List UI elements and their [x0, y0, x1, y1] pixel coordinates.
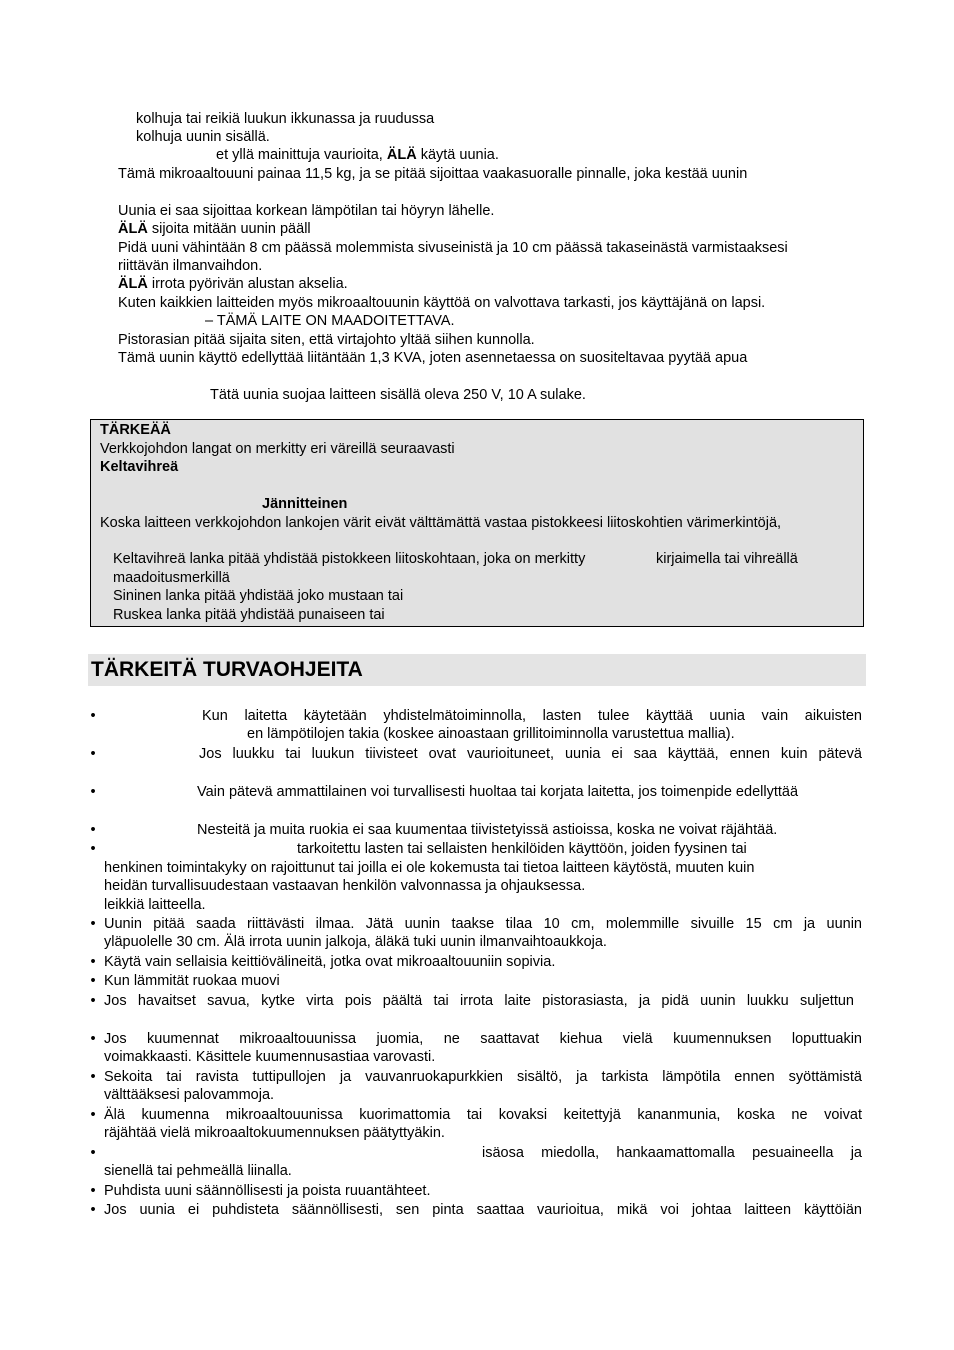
- bullet-icon: •: [90, 822, 96, 838]
- box-line: Jännitteinen: [262, 496, 348, 512]
- section-heading-bar: [88, 654, 866, 686]
- list-item-text: Jos kuumennat mikroaaltouunissa juomia, ne saattavat kiehua vielä kuumennuksen loputtuakin: [104, 1031, 862, 1047]
- box-line: Sininen lanka pitää yhdistää joko mustaan tai: [113, 588, 404, 604]
- box-line: Ruskea lanka pitää yhdistää punaiseen tai: [113, 607, 385, 623]
- list-item-text: Jos uunia ei puhdisteta säännöllisesti, sen pinta saattaa vaurioitua, mikä voi johtaa laitteen käyttöiän: [104, 1202, 862, 1218]
- text-line: Tämä uunin käyttö edellyttää liitäntään 1,3 KVA, joten asennetaessa on suositeltavaa pyytää apua: [118, 350, 748, 366]
- section-heading: TÄRKEITÄ TURVAOHJEITA: [91, 658, 363, 681]
- text-line: Pistorasian pitää sijaita siten, että virtajohto yltää siihen kunnolla.: [118, 332, 535, 348]
- text-line: Tämä mikroaaltouuni painaa 11,5 kg, ja se pitää sijoittaa vaakasuoralle pinnalle, joka kestää uunin: [118, 166, 748, 182]
- important-box: [90, 419, 864, 627]
- bullet-icon: •: [90, 841, 96, 857]
- box-line: Verkkojohdon langat on merkitty eri väreillä seuraavasti: [100, 441, 455, 457]
- list-item-text: Kun lämmität ruokaa muovi: [104, 973, 280, 989]
- text-line: Kuten kaikkien laitteiden myös mikroaaltouunin käyttöä on valvottava tarkasti, jos käyttäjänä on lapsi.: [118, 295, 766, 311]
- list-item-text: Puhdista uuni säännöllisesti ja poista ruuantähteet.: [104, 1183, 431, 1199]
- text-line: [216, 146, 499, 164]
- text-line: riittävän ilmanvaihdon.: [118, 258, 263, 274]
- list-item-text: Jos luukku tai luukun tiivisteet ovat vaurioituneet, uunia ei saa käyttää, ennen kuin pätevä: [199, 746, 862, 762]
- warning-word: ÄLÄ: [386, 147, 417, 163]
- list-item-text: en lämpötilojen takia (koskee ainoastaan grillitoiminnolla varustettua mallia).: [247, 726, 735, 742]
- list-item-text: välttääksesi palovammoja.: [104, 1087, 275, 1103]
- bullet-icon: •: [90, 746, 96, 762]
- list-item-text: Käytä vain sellaisia keittiövälineitä, jotka ovat mikroaaltouuniin sopivia.: [104, 954, 556, 970]
- bullet-icon: •: [90, 1069, 96, 1085]
- text-line: [118, 220, 311, 238]
- bullet-icon: •: [90, 708, 96, 724]
- box-line: kirjaimella tai vihreällä: [656, 551, 798, 567]
- bullet-icon: •: [90, 973, 96, 989]
- bullet-icon: •: [90, 784, 96, 800]
- bullet-icon: •: [90, 1202, 96, 1218]
- text-fragment: sijoita mitään uunin pääll: [147, 221, 311, 237]
- list-item-text: Sekoita tai ravista tuttipullojen ja vauvanruokapurkkien sisältö, ja tarkista lämpötila ennen syöttämistä: [104, 1069, 862, 1085]
- list-item-text: Älä kuumenna mikroaaltouunissa kuorimattomia tai kovaksi keitettyjä kananmunia, koska ne voivat: [104, 1107, 862, 1123]
- box-line: Keltavihreä lanka pitää yhdistää pistokkeen liitoskohtaan, joka on merkitty: [113, 551, 586, 567]
- text-line: kolhuja uunin sisällä.: [136, 129, 270, 145]
- text-fragment: et yllä mainittuja vaurioita,: [216, 147, 387, 163]
- list-item-text: sienellä tai pehmeällä liinalla.: [104, 1163, 292, 1179]
- text-fragment: irrota pyörivän alustan akselia.: [147, 276, 348, 292]
- list-item-text: heidän turvallisuudestaan vastaavan henkilön valvonnassa ja ohjauksessa.: [104, 878, 586, 894]
- box-line: Keltavihreä: [100, 459, 179, 475]
- list-item-text: Nesteitä ja muita ruokia ei saa kuumentaa tiivistetyissä astioissa, koska ne voivat räjähtää.: [197, 822, 778, 838]
- text-fragment: käytä uunia.: [416, 147, 499, 163]
- list-item-text: Jos havaitset savua, kytke virta pois päältä tai irrota laite pistorasiasta, ja pidä uunin luukku suljettun: [104, 993, 854, 1009]
- list-item-text: Kun laitetta käytetään yhdistelmätoiminnolla, lasten tulee käyttää uunia vain aikuisten: [202, 708, 862, 724]
- bullet-icon: •: [90, 1031, 96, 1047]
- box-line: maadoitusmerkillä: [113, 570, 230, 586]
- list-item-text: leikkiä laitteella.: [104, 897, 206, 913]
- bullet-icon: •: [90, 1145, 96, 1161]
- bullet-icon: •: [90, 954, 96, 970]
- box-title: TÄRKEÄÄ: [100, 422, 171, 438]
- text-line: Uunia ei saa sijoittaa korkean lämpötilan tai höyryn lähelle.: [118, 203, 495, 219]
- box-line: Koska laitteen verkkojohdon lankojen värit eivät välttämättä vastaa pistokkeesi liitoskohtien värimerkintöjä,: [100, 515, 782, 531]
- list-item-text: voimakkaasti. Käsittele kuumennusastiaa varovasti.: [104, 1049, 436, 1065]
- list-item-text: henkinen toimintakyky on rajoittunut tai joilla ei ole kokemusta tai tietoa laitteen käytöstä, muuten kuin: [104, 860, 755, 876]
- text-line: Tätä uunia suojaa laitteen sisällä oleva 250 V, 10 A sulake.: [210, 387, 586, 403]
- list-item-text: Uunin pitää saada riittävästi ilmaa. Jätä uunin taakse tilaa 10 cm, molemmille sivuille 15 cm ja uunin: [104, 916, 862, 932]
- warning-word: ÄLÄ: [118, 276, 148, 292]
- list-item-text: Vain pätevä ammattilainen voi turvallisesti huoltaa tai korjata laitetta, jos toimenpide edellyttää: [197, 784, 799, 800]
- text-line: Pidä uuni vähintään 8 cm päässä molemmista sivuseinistä ja 10 cm päässä takaseinästä varmistaaksesi: [118, 240, 788, 256]
- bullet-icon: •: [90, 1183, 96, 1199]
- list-item-text: räjähtää vielä mikroaaltokuumennuksen päätyttyäkin.: [104, 1125, 445, 1141]
- warning-word: ÄLÄ: [118, 221, 148, 237]
- bullet-icon: •: [90, 993, 96, 1009]
- bullet-icon: •: [90, 916, 96, 932]
- text-line: – TÄMÄ LAITE ON MAADOITETTAVA.: [205, 313, 455, 329]
- bullet-icon: •: [90, 1107, 96, 1123]
- list-item-text: yläpuolelle 30 cm. Älä irrota uunin jalkoja, äläkä tuki uunin ilmanvaihtoaukkoja.: [104, 934, 607, 950]
- list-item-text: isäosa miedolla, hankaamattomalla pesuaineella ja: [482, 1145, 862, 1161]
- text-line: kolhuja tai reikiä luukun ikkunassa ja ruudussa: [136, 111, 435, 127]
- text-line: [118, 275, 348, 293]
- list-item-text: tarkoitettu lasten tai sellaisten henkilöiden käyttöön, joiden fyysinen tai: [297, 841, 747, 857]
